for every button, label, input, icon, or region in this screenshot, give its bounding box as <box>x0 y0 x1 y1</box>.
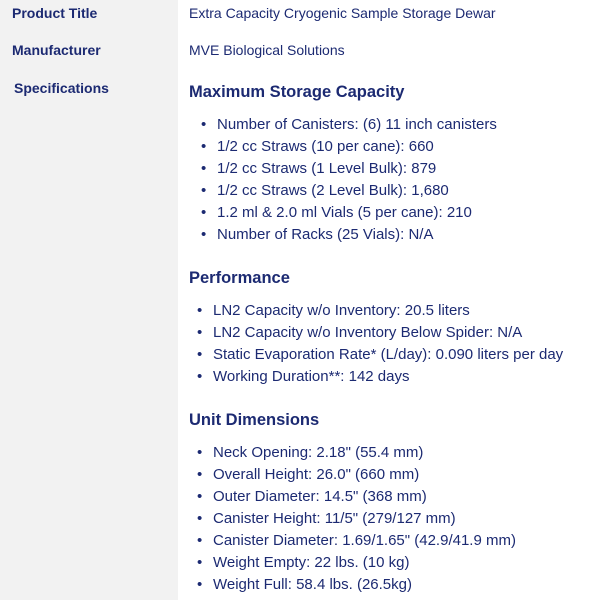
bullet-icon: • <box>201 116 207 133</box>
capacity-list <box>201 114 497 246</box>
bullet-icon: • <box>197 444 203 461</box>
bullet-icon: • <box>197 346 203 363</box>
bullet-icon: • <box>197 576 203 593</box>
bullet-icon: • <box>201 138 207 155</box>
spec-item-text: Number of Canisters: (6) 11 inch canisters <box>217 116 497 133</box>
spec-item-text: LN2 Capacity w/o Inventory: 20.5 liters <box>213 302 470 319</box>
spec-list-item <box>201 114 497 136</box>
spec-list-item <box>197 508 516 530</box>
spec-item-text: 1/2 cc Straws (2 Level Bulk): 1,680 <box>217 182 449 199</box>
spec-list-item <box>197 366 563 388</box>
performance-heading: Performance <box>189 269 290 287</box>
bullet-icon: • <box>197 466 203 483</box>
spec-list-item <box>197 300 563 322</box>
spec-list-item <box>201 224 497 246</box>
spec-item-text: Number of Racks (25 Vials): N/A <box>217 226 434 243</box>
spec-list-item <box>201 158 497 180</box>
bullet-icon: • <box>201 182 207 199</box>
spec-item-text: Static Evaporation Rate* (L/day): 0.090 liters per day <box>213 346 564 363</box>
bullet-icon: • <box>197 302 203 319</box>
specifications-label: Specifications <box>14 80 109 96</box>
bullet-icon: • <box>197 510 203 527</box>
spec-list-item <box>197 464 516 486</box>
bullet-icon: • <box>197 554 203 571</box>
spec-list-item <box>197 322 563 344</box>
performance-list <box>197 300 563 388</box>
spec-item-text: Outer Diameter: 14.5" (368 mm) <box>213 488 427 505</box>
spec-item-text: LN2 Capacity w/o Inventory Below Spider: N/A <box>213 324 523 341</box>
bullet-icon: • <box>197 488 203 505</box>
dimensions-heading: Unit Dimensions <box>189 411 320 429</box>
manufacturer-value: MVE Biological Solutions <box>189 42 345 58</box>
manufacturer-label: Manufacturer <box>12 42 101 58</box>
bullet-icon: • <box>197 324 203 341</box>
spec-item-text: Overall Height: 26.0" (660 mm) <box>213 466 420 483</box>
product-title-label: Product Title <box>12 5 98 21</box>
bullet-icon: • <box>201 160 207 177</box>
dimensions-list <box>197 442 516 596</box>
bullet-icon: • <box>197 368 203 385</box>
product-title-value: Extra Capacity Cryogenic Sample Storage Dewar <box>189 5 496 21</box>
spec-list-item <box>197 442 516 464</box>
capacity-heading: Maximum Storage Capacity <box>189 83 405 101</box>
spec-item-text: 1.2 ml & 2.0 ml Vials (5 per cane): 210 <box>217 204 472 221</box>
spec-item-text: Weight Empty: 22 lbs. (10 kg) <box>213 554 410 571</box>
spec-list-item <box>201 136 497 158</box>
spec-list-item <box>197 574 516 596</box>
spec-item-text: 1/2 cc Straws (1 Level Bulk): 879 <box>217 160 437 177</box>
spec-list-item <box>197 530 516 552</box>
bullet-icon: • <box>201 204 207 221</box>
spec-list-item <box>197 344 563 366</box>
spec-item-text: Canister Height: 11/5" (279/127 mm) <box>213 510 456 527</box>
bullet-icon: • <box>201 226 207 243</box>
spec-item-text: Neck Opening: 2.18" (55.4 mm) <box>213 444 424 461</box>
spec-list-item <box>197 486 516 508</box>
spec-list-item <box>197 552 516 574</box>
spec-item-text: Working Duration**: 142 days <box>213 368 410 385</box>
spec-list-item <box>201 202 497 224</box>
spec-item-text: 1/2 cc Straws (10 per cane): 660 <box>217 138 434 155</box>
bullet-icon: • <box>197 532 203 549</box>
spec-item-text: Weight Full: 58.4 lbs. (26.5kg) <box>213 576 412 593</box>
spec-list-item <box>201 180 497 202</box>
spec-item-text: Canister Diameter: 1.69/1.65" (42.9/41.9 mm) <box>213 532 516 549</box>
